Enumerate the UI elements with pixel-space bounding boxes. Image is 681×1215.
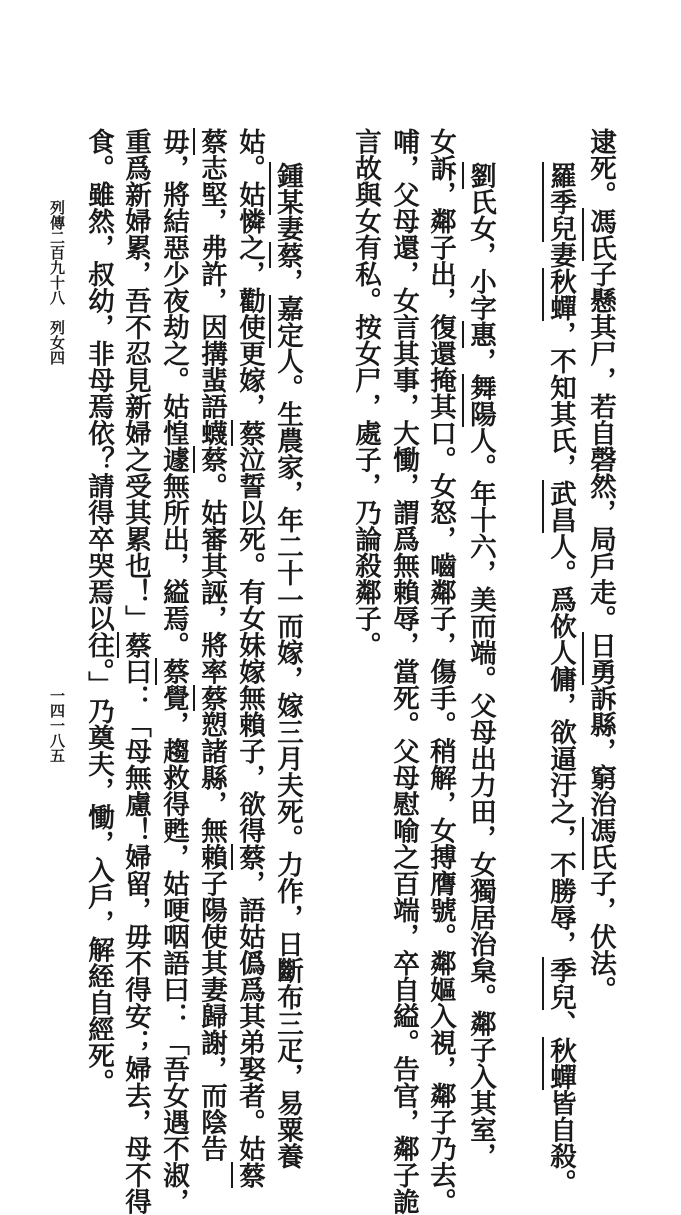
text-segment: 哺，父母還，女言其事，大慟，謂爲無賴辱，當死。父母慰喻之百端，卒自縊。告官，鄰子詭	[388, 128, 419, 1215]
proper-name: 季兒	[542, 957, 576, 1010]
proper-name: 蔡	[231, 1162, 265, 1189]
text-segment: 氏女，小字	[465, 188, 496, 321]
text-column-12	[83, 128, 113, 1095]
proper-name: 嘉定	[269, 295, 303, 348]
text-column-4	[425, 128, 455, 1215]
proper-name: 舞陽	[462, 374, 496, 427]
text-segment: ，語姑僞爲其弟娶者。姑	[234, 870, 265, 1162]
proper-name: 武昌	[542, 480, 576, 533]
proper-name: 蔡	[193, 128, 227, 155]
text-segment: 人。生農家，年二十一而嫁，嫁三月夫死。力作，日斷布三疋，易粟養	[272, 347, 303, 1169]
text-segment: 覺，趨救得甦，姑哽咽語曰：「吾女遇不淑，	[158, 684, 189, 1215]
proper-name: 秋蟬	[542, 1037, 576, 1090]
text-column-8	[234, 128, 264, 1188]
text-segment: 泣誓以死。有女妹嫁無賴子，欲得	[234, 446, 265, 844]
proper-name: 蔡	[193, 685, 227, 712]
text-segment: 毋，將結惡少夜劫之。姑惶遽無所出，縊焉。	[158, 128, 189, 658]
text-segment: 妻	[272, 215, 303, 242]
proper-name: 羅季兒	[542, 162, 576, 242]
text-segment: 愬諸縣，無賴子陽使其妻歸謝，而陰告	[196, 711, 227, 1162]
proper-name: 鍾某	[269, 162, 303, 215]
text-column-5	[388, 128, 418, 1215]
proper-name: 馮氏	[582, 817, 616, 870]
text-column-9	[196, 128, 226, 1162]
proper-name: 日勇	[582, 632, 616, 685]
proper-name: 蔡	[231, 844, 265, 871]
proper-name: 蔡	[193, 446, 227, 473]
proper-name: 秋蟬	[542, 268, 576, 321]
text-segment: 女訴，鄰子出，復還掩其口。女怒，嚙鄰子，傷手。稍解，女搏膺號。鄰嫗入視，鄰子乃去。	[425, 128, 456, 1215]
text-segment: 、	[545, 1010, 576, 1037]
text-segment: 。姑審其誣，將率	[196, 472, 227, 685]
text-segment: 言故與女有私。按女尸，處子，乃論殺鄰子。	[350, 128, 381, 658]
proper-name: 蔡	[117, 632, 151, 659]
text-segment: 曰：「母無慮！婦留，毋不得安；婦去，母不得	[120, 658, 151, 1215]
text-segment: 子懸其尸，若自磬然，局戶走。	[585, 260, 616, 632]
text-column-6	[350, 128, 380, 658]
text-segment: 妻	[545, 241, 576, 268]
text-segment: 人。年十六，美而端。父母出力田，女獨居治枲。鄰子入其室，	[465, 427, 496, 1169]
proper-name: 蔡	[269, 242, 303, 269]
text-segment: ，不知其氏，	[545, 321, 576, 480]
text-column-2	[545, 162, 575, 1196]
text-segment: 姑。姑憐之，勸使更嫁，	[234, 128, 265, 420]
text-column-10	[158, 128, 188, 1215]
text-segment: ，	[465, 347, 496, 374]
text-segment: 皆自殺。	[545, 1089, 576, 1196]
text-column-7	[272, 162, 302, 1169]
proper-name: 劉	[462, 162, 496, 189]
text-column-3	[465, 162, 495, 1169]
text-column-1	[585, 128, 615, 1003]
text-segment: 子，伏法。	[585, 870, 616, 1003]
page-number: 一四一八五	[48, 688, 66, 763]
text-segment: 志堅，弗許，因搆蜚語蠛	[196, 154, 227, 446]
text-segment: 逮死。	[585, 128, 616, 208]
running-head: 列傳二百九十八 列女四	[48, 200, 66, 365]
text-segment: 訴縣，窮治	[585, 684, 616, 817]
proper-name: 蔡	[155, 658, 189, 685]
text-column-11	[120, 128, 150, 1215]
text-segment: ，	[272, 268, 303, 295]
proper-name: 蔡	[231, 420, 265, 447]
text-segment: 人。爲佽人傭，欲逼汙之，不勝辱，	[545, 533, 576, 957]
text-segment: 重爲新婦累，吾不忍見新婦之受其累也！」	[120, 128, 151, 632]
text-segment: 食。雖然，叔幼，非母焉依？請得卒哭焉以往。」乃奠夫，慟，入戶，解絰自經死。	[83, 128, 114, 1096]
proper-name: 馮氏	[582, 208, 616, 261]
proper-name: 惠	[462, 321, 496, 348]
